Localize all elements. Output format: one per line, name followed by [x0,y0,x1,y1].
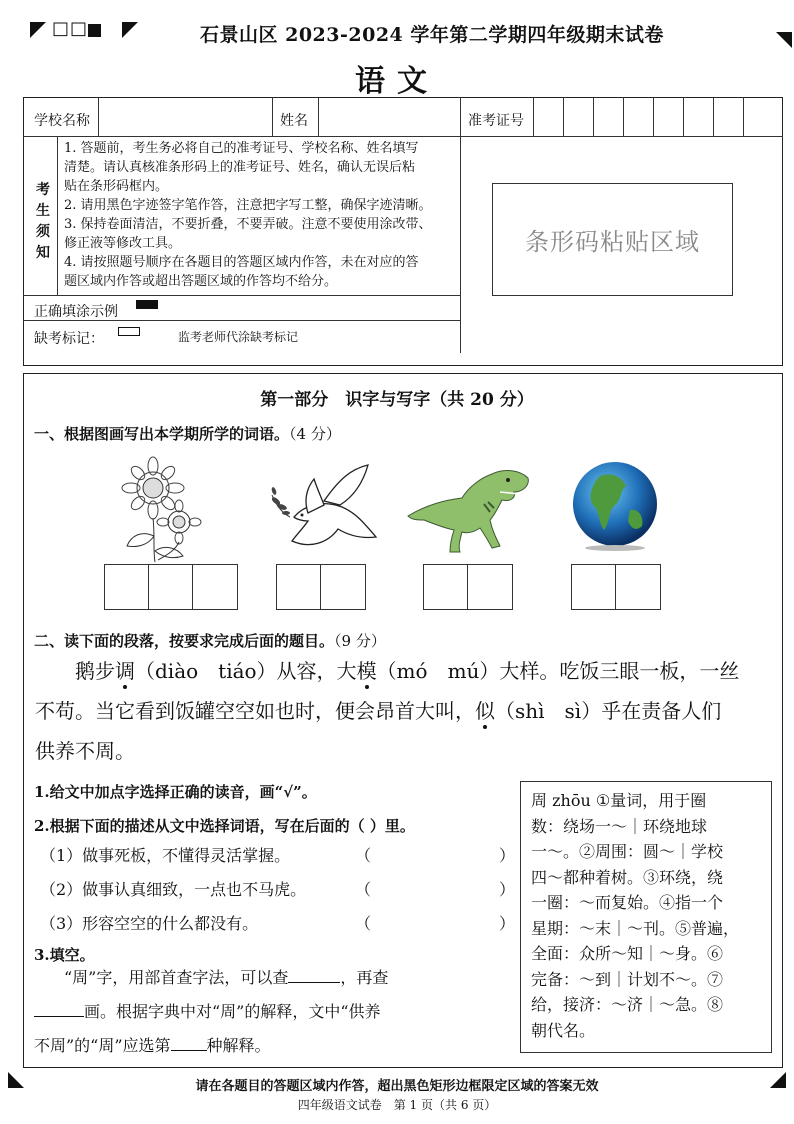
exam-number-label: 准考证号 [468,113,524,129]
absent-mark-note: 监考老师代涂缺考标记 [178,330,299,344]
exam-title: 石景山区 2023-2024 学年第二学期四年级期末试卷 [200,24,664,46]
blank-meaning[interactable] [171,1035,207,1051]
absent-mark-box[interactable] [118,327,140,336]
answer-grid-1[interactable] [104,564,238,610]
grid-cell[interactable] [424,565,468,609]
passage [35,651,785,771]
grid-cell[interactable] [468,565,512,609]
school-name-label: 学校名称 [34,113,90,129]
fill-in-text: “周”字，用部首查字法，可以查 ，再查 画。根据字典中对“周”的解释，文中“供养 不周”的“周”应选第 种解释。 [34,968,389,1055]
corner-mark-top-left [30,22,46,38]
item-3-answer[interactable]: （ ） [355,914,516,933]
barcode-area: 条形码粘贴区域 [492,183,733,296]
grid-cell[interactable] [193,565,237,609]
grid-cell[interactable] [149,565,193,609]
q1-heading: 一、根据图画写出本学期所学的词语。（4 分） [34,425,341,443]
page-number: 四年级语文试卷 第 1 页（共 6 页） [297,1098,497,1112]
row1-bottom-line [23,136,783,137]
notice-label: 考 生 须 知 [36,182,50,261]
code-mark-block [88,24,101,37]
item-1-answer[interactable]: （ ） [355,846,516,865]
answer-grid-2[interactable] [276,564,366,610]
item-2-answer[interactable]: （ ） [355,880,516,899]
correct-fill-label: 正确填涂示例 [34,304,118,320]
answer-grid-3[interactable] [423,564,513,610]
name-field[interactable] [320,99,458,134]
school-name-field[interactable] [100,99,270,134]
grid-cell[interactable] [616,565,660,609]
dotted-char: 调 [115,659,135,683]
dotted-char: 似 [475,699,495,723]
subquestion-3: 3.填空。 [34,946,95,964]
item-3: （3）形容空空的什么都没有。 [40,914,259,933]
dictionary-entry-box: 周 zhōu ①量词，用于圈 数：绕场一～｜环绕地球 一～。②周围：圆～｜学校 四～都种着树。③环绕，绕 一圈：～而复始。④指一个 星期：～末｜～刊。⑤普遍， 全面：众所～知｜～身。⑥ 完备：～到｜计划不～。⑦ 给，接济：～济｜～急。⑧ 朝代名。 [520,781,772,1053]
grid-cell[interactable] [572,565,616,609]
grid-cell[interactable] [277,565,321,609]
q2-heading: 二、读下面的段落，按要求完成后面的题目。（9 分） [34,632,386,650]
grid-cell[interactable] [321,565,365,609]
passage-line-2: 不苟。当它看到饭罐空空如也时，便会昂首大叫，似（shì sì）乎在责备人们 [35,699,722,723]
corner-mark-top-right [776,32,792,48]
blank-radical[interactable] [288,967,340,983]
answer-grid-4[interactable] [571,564,661,610]
sunflower-picture [113,456,203,564]
subquestion-1: 1.给文中加点字选择正确的读音，画“√”。 [34,783,317,801]
answer-area-warning: 请在各题目的答题区域内作答，超出黑色矩形边框限定区域的答案无效 [195,1079,599,1094]
dove-picture [268,461,380,553]
item-1: （1）做事死板，不懂得灵活掌握。 [40,846,291,865]
passage-line-3: 供养不周。 [35,739,135,763]
correct-fill-sample [136,300,158,309]
passage-line-1: 鹅步调（diào tiáo）从容，大模（mó mú）大样。吃饭三眼一板，一丝 [75,659,740,683]
exam-number-field[interactable] [533,97,773,136]
earth-picture [570,460,660,552]
dinosaur-picture [404,458,534,558]
absent-mark-label: 缺考标记： [34,331,104,347]
notice-text: 1. 答题前，考生务必将自己的准考证号、学校名称、姓名填写 清楚。请认真核准条形码上的准考证号、姓名，确认无误后粘 贴在条形码框内。 2. 请用黑色字迹签字笔作答，注意把字写工整，确保字迹清晰。 3. 保持卷面清洁，不要折叠，不要弄破。注意不要使用涂改带、 修正液等修改工具。 4. 请按照题号顺序在各题目的答题区域内作答，未在对应的答 题区域内作答或超出答题区域的作答均不给分。 [64,141,432,289]
dotted-char: 模 [356,659,377,683]
subquestion-2: 2.根据下面的描述从文中选择词语，写在后面的（ ）里。 [34,817,415,835]
subject-title: 语文 [355,64,439,99]
corner-mark-top-left-2 [122,22,138,38]
grid-cell[interactable] [105,565,149,609]
part1-title: 第一部分 识字与写字（共 20 分） [260,390,534,410]
item-2: （2）做事认真细致，一点也不马虎。 [40,880,307,899]
name-label: 姓名 [280,113,308,129]
code-mark-squares: □□ [52,18,89,39]
blank-strokes[interactable] [34,1001,84,1017]
